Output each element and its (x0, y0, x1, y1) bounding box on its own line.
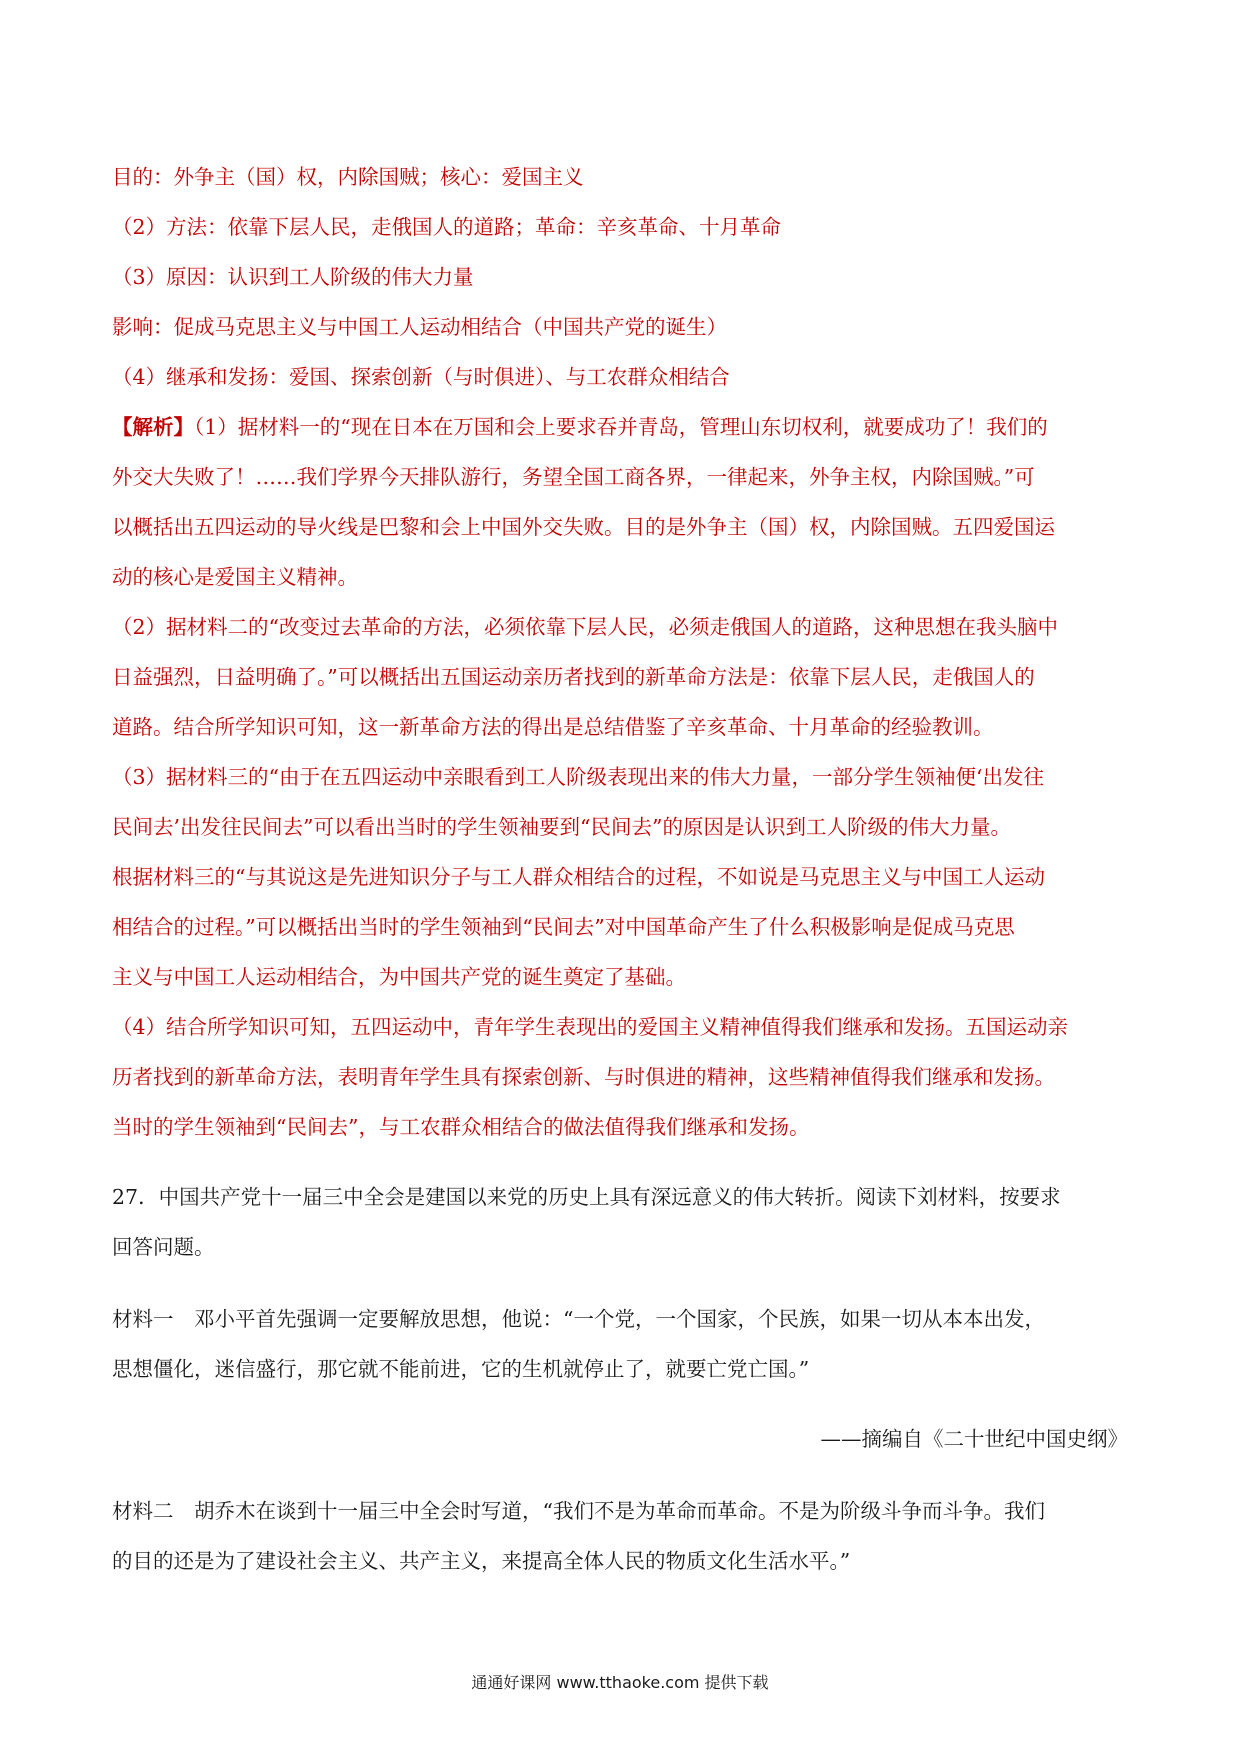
analysis-p3-line-2: 民间去’出发往民间去”可以看出当时的学生领袖要到“民间去”的原因是认识到工人阶级的伟大力量。 (112, 815, 1011, 839)
analysis-p3-line-4: 相结合的过程。”可以概括出当时的学生领袖到“民间去”对中国革命产生了什么积极影响是促成马克思 (112, 915, 1015, 939)
analysis-p3-line-1: （3）据材料三的“由于在五四运动中亲眼看到工人阶级表现出来的伟大力量，一部分学生领袖便‘出发往 (112, 765, 1045, 789)
analysis-p1-line-3: 以概括出五四运动的导火线是巴黎和会上中国外交失败。目的是外争主（国）权，内除国贼。五四爱国运 (112, 515, 1055, 539)
analysis-p3-line-5: 主义与中国工人运动相结合，为中国共产党的诞生奠定了基础。 (112, 965, 686, 989)
material-2-line-1: 材料二 胡乔木在谈到十一届三中全会时写道，“我们不是为革命而革命。不是为阶级斗争而斗争。我们 (112, 1499, 1045, 1523)
analysis-p2-line-3: 道路。结合所学知识可知，这一新革命方法的得出是总结借鉴了辛亥革命、十月革命的经验教训。 (112, 715, 994, 739)
analysis-p1-line-4: 动的核心是爱国主义精神。 (112, 565, 358, 589)
answer-q4-line: （4）继承和发扬：爱国、探索创新（与时俱进）、与工农群众相结合 (112, 365, 730, 389)
question-27-line-1: 27．中国共产党十一届三中全会是建国以来党的历史上具有深远意义的伟大转折。阅读下刘材料，按要求 (112, 1185, 1061, 1209)
material-2-line-2: 的目的还是为了建设社会主义、共产主义，来提高全体人民的物质文化生活水平。” (112, 1549, 851, 1573)
analysis-p4-line-2: 历者找到的新革命方法，表明青年学生具有探索创新、与时俱进的精神，这些精神值得我们继承和发扬。 (112, 1065, 1055, 1089)
spacer (112, 1152, 1128, 1172)
material-1-source: ——摘编自《二十世纪中国史纲》 (820, 1427, 1128, 1451)
answer-q3-line: （3）原因：认识到工人阶级的伟大力量 (112, 265, 474, 289)
analysis-p1-text: （1）据材料一的“现在日本在万国和会上要求吞并青岛，管理山东切权利，就要成功了！我们的 (194, 415, 1048, 439)
question-27-line-2: 回答问题。 (112, 1235, 215, 1259)
material-1-line-1: 材料一 邓小平首先强调一定要解放思想，他说：“一个党，一个国家，个民族，如果一切从本本出发， (112, 1307, 1045, 1331)
analysis-tag: 【解析】 (112, 415, 194, 439)
analysis-p4-line-1: （4）结合所学知识可知，五四运动中，青年学生表现出的爱国主义精神值得我们继承和发扬。五国运动亲 (112, 1015, 1069, 1039)
answer-purpose-line: 目的：外争主（国）权，内除国贼；核心：爱国主义 (112, 165, 584, 189)
answer-q2-line: （2）方法：依靠下层人民，走俄国人的道路；革命：辛亥革命、十月革命 (112, 215, 782, 239)
analysis-p1-line-2: 外交大失败了！……我们学界今天排队游行，务望全国工商各界，一律起来，外争主权，内除国贼。”可 (112, 465, 1035, 489)
spacer (112, 1272, 1128, 1294)
spacer (112, 1394, 1128, 1414)
material-1-line-2: 思想僵化，迷信盛行，那它就不能前进，它的生机就停止了，就要亡党亡国。” (112, 1357, 810, 1381)
page-footer: 通通好课网 www.tthaoke.com 提供下载 (471, 1673, 769, 1692)
analysis-p4-line-3: 当时的学生领袖到“民间去”，与工农群众相结合的做法值得我们继承和发扬。 (112, 1115, 810, 1139)
analysis-p2-line-2: 日益强烈，日益明确了。”可以概括出五国运动亲历者找到的新革命方法是：依靠下层人民，走俄国人的 (112, 665, 1035, 689)
answer-influence-line: 影响：促成马克思主义与中国工人运动相结合（中国共产党的诞生） (112, 315, 727, 339)
analysis-p2-line-1: （2）据材料二的“改变过去革命的方法，必须依靠下层人民，必须走俄国人的道路，这种思想在我头脑中 (112, 615, 1059, 639)
analysis-p3-line-3: 根据材料三的“与其说这是先进知识分子与工人群众相结合的过程，不如说是马克思主义与中国工人运动 (112, 865, 1045, 889)
page-content (112, 152, 1128, 1586)
analysis-p1-line-1 (112, 402, 1128, 452)
spacer (112, 1464, 1128, 1486)
